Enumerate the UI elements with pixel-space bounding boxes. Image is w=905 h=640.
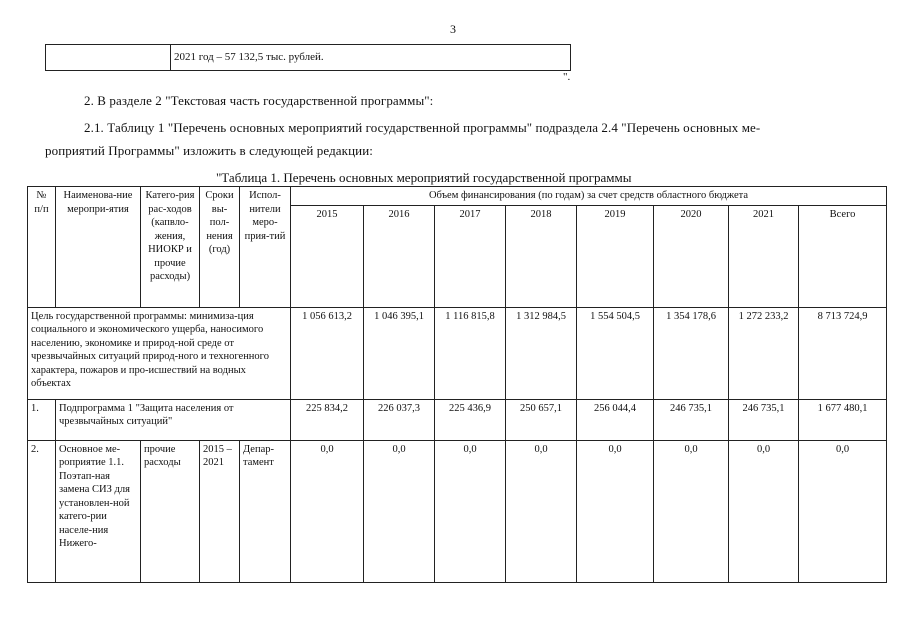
subprogram-value: 225 834,2 bbox=[291, 399, 364, 440]
table-caption: "Таблица 1. Перечень основных мероприятий государственной программы bbox=[216, 170, 632, 185]
goal-label: Цель государственной программы: минимиза-ция социального и экономического ущерба, наносимого населению, экономике и природ-ной среде от чрезвычайных ситуаций природ-ного и техногенного характера, пожаров и про-исшествий на водных объектах bbox=[28, 307, 291, 399]
continuation-table bbox=[45, 44, 571, 71]
measure-value: 0,0 bbox=[577, 440, 654, 582]
continuation-cell-text: 2021 год – 57 132,5 тыс. рублей. bbox=[174, 51, 324, 63]
goal-value: 1 116 815,8 bbox=[435, 307, 506, 399]
goal-value: 1 554 504,5 bbox=[577, 307, 654, 399]
measure-category: прочие расходы bbox=[141, 440, 200, 582]
measure-value: 0,0 bbox=[654, 440, 729, 582]
header-executors: Испол-нители меро-прия-тий bbox=[240, 187, 291, 308]
header-terms: Сроки вы-пол-нения (год) bbox=[200, 187, 240, 308]
continuation-cell-empty bbox=[46, 45, 171, 70]
header-num: № п/п bbox=[28, 187, 56, 308]
goal-value: 1 312 984,5 bbox=[506, 307, 577, 399]
measure-value: 0,0 bbox=[506, 440, 577, 582]
goal-value: 1 354 178,6 bbox=[654, 307, 729, 399]
header-year: 2016 bbox=[364, 205, 435, 307]
paragraph-section-2: 2. В разделе 2 "Текстовая часть государственной программы": bbox=[84, 93, 434, 108]
measure-value: 0,0 bbox=[729, 440, 799, 582]
goal-value: 1 272 233,2 bbox=[729, 307, 799, 399]
table-row-goal bbox=[28, 307, 887, 399]
measure-terms: 2015 – 2021 bbox=[200, 440, 240, 582]
table-header-row-1 bbox=[28, 187, 887, 206]
measure-total: 0,0 bbox=[799, 440, 887, 582]
measure-value: 0,0 bbox=[435, 440, 506, 582]
subprogram-value: 225 436,9 bbox=[435, 399, 506, 440]
goal-value: 1 046 395,1 bbox=[364, 307, 435, 399]
subprogram-value: 256 044,4 bbox=[577, 399, 654, 440]
subprogram-value: 226 037,3 bbox=[364, 399, 435, 440]
measure-name: Основное ме-роприятие 1.1. Поэтап-ная замена СИЗ для установлен-ной катего-рии населе-ния Нижего- bbox=[56, 440, 141, 582]
goal-value: 1 056 613,2 bbox=[291, 307, 364, 399]
header-year: 2019 bbox=[577, 205, 654, 307]
page-number: 3 bbox=[450, 22, 456, 36]
measure-executor: Депар-тамент bbox=[240, 440, 291, 582]
subprogram-value: 246 735,1 bbox=[654, 399, 729, 440]
header-total: Всего bbox=[799, 205, 887, 307]
table-row-measure-1-1 bbox=[28, 440, 887, 582]
goal-total: 8 713 724,9 bbox=[799, 307, 887, 399]
header-category: Катего-рия рас-ходов (капвло-жения, НИОКР и прочие расходы) bbox=[141, 187, 200, 308]
row-number: 1. bbox=[28, 399, 56, 440]
header-year: 2017 bbox=[435, 205, 506, 307]
paragraph-2-1-cont: роприятий Программы" изложить в следующей редакции: bbox=[45, 143, 373, 158]
header-name: Наименова-ние меропри-ятия bbox=[56, 187, 141, 308]
row-number: 2. bbox=[28, 440, 56, 582]
table-row-subprogram-1 bbox=[28, 399, 887, 440]
subprogram-total: 1 677 480,1 bbox=[799, 399, 887, 440]
header-year: 2018 bbox=[506, 205, 577, 307]
header-year: 2021 bbox=[729, 205, 799, 307]
header-funding: Объем финансирования (по годам) за счет средств областного бюджета bbox=[291, 187, 887, 206]
measure-value: 0,0 bbox=[291, 440, 364, 582]
subprogram-value: 250 657,1 bbox=[506, 399, 577, 440]
subprogram-value: 246 735,1 bbox=[729, 399, 799, 440]
measure-value: 0,0 bbox=[364, 440, 435, 582]
closing-quote-mark: ". bbox=[563, 71, 571, 83]
measures-table bbox=[27, 186, 887, 583]
header-year: 2020 bbox=[654, 205, 729, 307]
paragraph-2-1: 2.1. Таблицу 1 "Перечень основных мероприятий государственной программы" подраздела 2.4 "Перечень основных ме- bbox=[84, 120, 761, 135]
header-year: 2015 bbox=[291, 205, 364, 307]
subprogram-label: Подпрограмма 1 "Защита населения от чрезвычайных ситуаций" bbox=[56, 399, 291, 440]
